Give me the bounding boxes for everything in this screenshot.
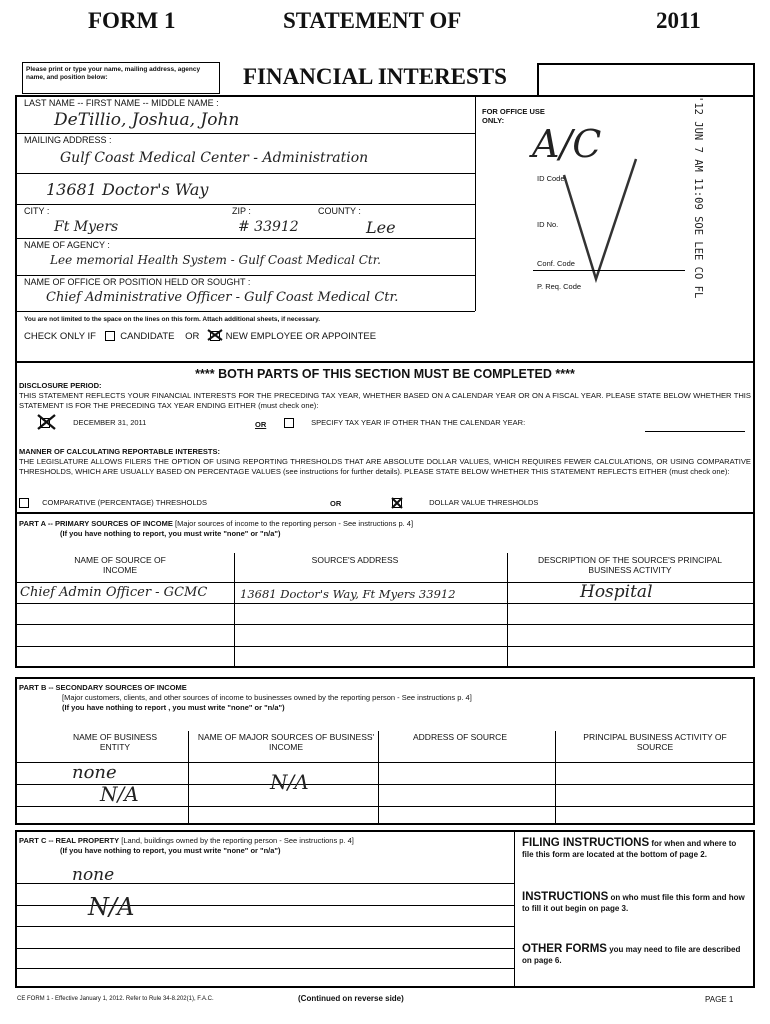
- both-parts-heading: **** BOTH PARTS OF THIS SECTION MUST BE COMPLETED ****: [195, 367, 575, 381]
- office-handwritten-mark: A/C: [532, 122, 602, 166]
- checked-x-icon: [206, 328, 224, 342]
- part-b-col3-header: ADDRESS OF SOURCE: [413, 732, 507, 742]
- check-only-if-label: CHECK ONLY IF: [24, 331, 96, 342]
- or-label: OR: [185, 331, 200, 342]
- dec31-row: [40, 418, 146, 428]
- checked-x-icon: [390, 496, 404, 510]
- checked-x-icon: [35, 412, 59, 432]
- receipt-stamp: '12 JUN 7 AM 11:09 SOE LEE CO FL: [692, 96, 704, 299]
- name-label: LAST NAME -- FIRST NAME -- MIDDLE NAME :: [24, 98, 219, 108]
- disclosure-text: THIS STATEMENT REFLECTS YOUR FINANCIAL INTERESTS FOR THE PRECEDING TAX YEAR, WHETHER BASED ON A CALENDAR YEAR OR ON A FISCAL YEAR. PLEASE STATE BELOW WHETHER THIS STATEMENT IS FOR THE PRECEDING TAX YEAR ENDING EITHER (must check one):: [19, 391, 751, 410]
- zip-value: # 33912: [238, 219, 299, 235]
- p-req-code-label: P. Req. Code: [537, 282, 582, 291]
- specify-checkbox[interactable]: [284, 418, 294, 428]
- candidate-label: CANDIDATE: [120, 331, 175, 342]
- specify-label: SPECIFY TAX YEAR IF OTHER THAN THE CALENDAR YEAR:: [311, 418, 526, 427]
- footer-page: PAGE 1: [705, 995, 734, 1004]
- part-a-col1-header: NAME OF SOURCE OF INCOME: [74, 555, 166, 575]
- agency-label: NAME OF AGENCY :: [24, 240, 110, 250]
- instructions-head: INSTRUCTIONS: [522, 891, 609, 903]
- form-title-line2: FINANCIAL INTERESTS: [243, 64, 507, 89]
- part-b-subtitle: [Major customers, clients, and other sources of income to businesses owned by the reporting person - See instructions p. 4]: [62, 693, 472, 702]
- part-a-col2-header: SOURCE'S ADDRESS: [311, 555, 399, 565]
- disclosure-label: DISCLOSURE PERIOD:: [19, 381, 102, 390]
- city-label: CITY :: [24, 206, 50, 216]
- disclosure-section: [15, 361, 755, 514]
- dollar-label: DOLLAR VALUE THRESHOLDS: [429, 498, 539, 507]
- dec31-label: DECEMBER 31, 2011: [73, 418, 147, 427]
- county-value: Lee: [366, 218, 396, 237]
- part-c-hand-none: none: [72, 865, 115, 885]
- form-title-line1: STATEMENT OF: [283, 8, 462, 33]
- comparative-checkbox[interactable]: [19, 498, 29, 508]
- part-c-title-row: [19, 836, 354, 845]
- candidate-checkbox[interactable]: [105, 331, 115, 341]
- part-a-row1-name: Chief Admin Officer - GCMC: [20, 585, 208, 600]
- or2-label: OR: [330, 499, 342, 508]
- county-label: COUNTY :: [318, 206, 361, 216]
- footer-center: (Continued on reverse side): [298, 994, 404, 1003]
- part-b-col4-header: PRINCIPAL BUSINESS ACTIVITY OF SOURCE: [583, 732, 727, 752]
- part-b-title: PART B -- SECONDARY SOURCES OF INCOME: [19, 683, 187, 692]
- part-c-subtitle: [Land, buildings owned by the reporting person - See instructions p. 4]: [121, 836, 354, 845]
- form-number: FORM 1: [88, 8, 176, 33]
- part-a-row1-address: 13681 Doctor's Way, Ft Myers 33912: [240, 587, 456, 601]
- filing-instructions-head: FILING INSTRUCTIONS: [522, 837, 650, 849]
- part-a-col3-header: DESCRIPTION OF THE SOURCE'S PRINCIPAL BUSINESS ACTIVITY: [537, 555, 723, 575]
- other-forms-head: OTHER FORMS: [522, 943, 607, 955]
- position-value: Chief Administrative Officer - Gulf Coast Medical Ctr.: [46, 290, 399, 305]
- part-b-hand-none: none: [72, 762, 117, 783]
- part-b-col2-header: NAME OF MAJOR SOURCES OF BUSINESS' INCOME: [197, 732, 375, 752]
- part-a-subtitle: [Major sources of income to the reporting person - See instructions p. 4]: [175, 519, 414, 528]
- footer-left: CE FORM 1 - Effective January 1, 2012. Refer to Rule 34-8.202(1), F.A.C.: [17, 996, 214, 1002]
- address-label: MAILING ADDRESS :: [24, 135, 112, 145]
- address-line2: 13681 Doctor's Way: [46, 180, 209, 199]
- dollar-checkbox[interactable]: [392, 498, 402, 508]
- part-b-col1-header: NAME OF BUSINESS ENTITY: [72, 732, 158, 752]
- manner-label: MANNER OF CALCULATING REPORTABLE INTERESTS:: [19, 447, 220, 456]
- id-code-label: ID Code: [537, 174, 565, 183]
- part-b-hand-na2: N/A: [270, 770, 309, 794]
- instructions-block: [522, 892, 747, 914]
- part-a-note: (If you have nothing to report, you must write "none" or "n/a"): [60, 529, 281, 538]
- specify-row: [284, 418, 525, 428]
- check-row: [24, 331, 376, 342]
- zip-label: ZIP :: [232, 206, 251, 216]
- name-value: DeTillio, Joshua, John: [54, 110, 240, 130]
- filing-instructions: [522, 838, 747, 860]
- part-c-title: PART C -- REAL PROPERTY: [19, 836, 120, 845]
- part-b-note: (If you have nothing to report , you must write "none" or "n/a"): [62, 703, 285, 712]
- office-use-label: FOR OFFICE USE ONLY:: [482, 107, 545, 125]
- manner-text: THE LEGISLATURE ALLOWS FILERS THE OPTION OF USING REPORTING THRESHOLDS THAT ARE ABSOLUTE DOLLAR VALUES, WHICH REQUIRES FEWER CALCULATIONS, OR USING COMPARATIVE THRESHOLDS, WHICH ARE USUALLY BASED ON PERCENTAGE VALUES (see instructions for further details). PLEASE STATE BELOW WHETHER THIS STATEMENT REFLECTS EITHER (must check one):: [19, 457, 751, 476]
- new-employee-label: NEW EMPLOYEE OR APPOINTEE: [225, 331, 377, 342]
- form-year: 2011: [656, 8, 701, 33]
- or1-label: OR: [255, 420, 267, 429]
- dollar-row: [392, 498, 538, 508]
- limit-note: You are not limited to the space on the lines on this form. Attach additional sheets, if necessary.: [24, 316, 321, 323]
- part-c-note: (If you have nothing to report, you must write "none" or "n/a"): [60, 846, 281, 855]
- position-label: NAME OF OFFICE OR POSITION HELD OR SOUGHT :: [24, 277, 251, 287]
- part-b-hand-na1: N/A: [100, 782, 139, 806]
- address-line1: Gulf Coast Medical Center - Administration: [60, 150, 369, 166]
- part-a-row1-activity: Hospital: [580, 582, 653, 602]
- print-note: Please print or type your name, mailing address, agency name, and position below:: [26, 66, 201, 81]
- threshold-row: [19, 498, 207, 508]
- other-forms-block: [522, 944, 747, 966]
- new-employee-checkbox[interactable]: [210, 331, 220, 341]
- city-value: Ft Myers: [54, 219, 119, 235]
- id-no-label: ID No.: [537, 220, 559, 229]
- instructions-text: on who must file this form and how to fill it out begin on page 3.: [522, 893, 745, 913]
- other-forms-text: you may need to file are described on page 6.: [522, 945, 741, 965]
- dec31-checkbox[interactable]: [40, 418, 50, 428]
- part-a-title: PART A -- PRIMARY SOURCES OF INCOME: [19, 519, 173, 528]
- part-c-hand-na: N/A: [88, 893, 135, 921]
- conf-code-label: Conf. Code: [537, 259, 575, 268]
- comparative-label: COMPARATIVE (PERCENTAGE) THRESHOLDS: [42, 498, 207, 507]
- filing-instructions-text: for when and where to file this form are located at the bottom of page 2.: [522, 839, 737, 859]
- part-a-title-row: [19, 519, 413, 528]
- agency-value: Lee memorial Health System - Gulf Coast Medical Ctr.: [50, 253, 381, 267]
